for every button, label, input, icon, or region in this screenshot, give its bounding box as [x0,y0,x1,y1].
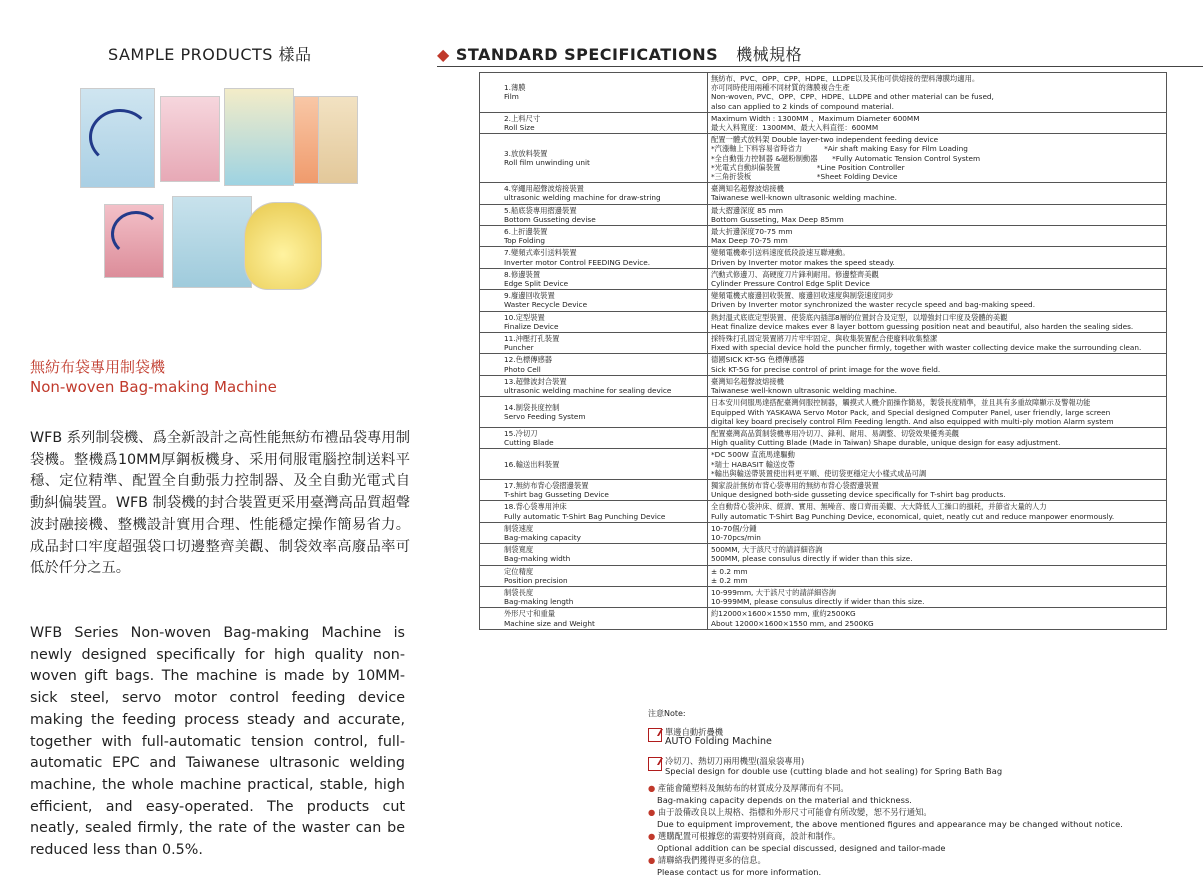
spec-row [480,586,1167,607]
spec-label-cn: 10.定型裝置 [504,312,545,322]
spec-value [708,479,1167,500]
spec-label-cn: 18.背心袋專用沖床 [504,502,567,512]
spec-value [708,268,1167,289]
spec-label [480,427,708,448]
spec-label [480,333,708,354]
spec-value [708,333,1167,354]
note-2-cn: 由于設備改良以上規格、指標和外形尺寸可能會有所改變，恕不另行通知。 [657,807,932,817]
spec-label-cn: 3.放放料裝置 [504,149,548,159]
product-name-en: Non-woven Bag-making Machine [30,378,277,396]
spec-value [708,247,1167,268]
spec-value-line: High quality Cutting Blade (Made in Taiwan) Shape durable, unique design for easy adjustment. [711,438,1061,448]
spec-label-en: Bag-making length [504,597,574,607]
bullet-dot-icon: ● [648,855,656,865]
sample-bag-floral [318,96,358,184]
sample-bag-tshirt [172,196,252,288]
option-folding-en: AUTO Folding Machine [665,736,772,747]
spec-value-line: 最大折邊深度70-75 mm [711,227,793,237]
spec-value [708,375,1167,396]
spec-label-cn: 8.修邊裝置 [504,269,541,279]
spec-value [708,608,1167,629]
spec-label-cn: 13.超聲波封合裝置 [504,376,567,386]
spec-label-cn: 制袋寬度 [504,545,534,555]
spec-value-line: Driven by Inverter motor synchronized the waster recycle speed and bag-making speed. [711,300,1036,310]
spec-value-line: Fixed with special device hold the puncher firmly, together with waster collecting device make the surrounding clean. [711,343,1142,353]
spec-label [480,183,708,204]
spec-label-en: Bag-making capacity [504,532,581,542]
spec-value-line: Maximum Width : 1300MM 、Maximum Diameter 600MM [711,113,920,123]
spec-value-line: Non-woven, PVC、OPP、CPP、HDPE、LLDPE and other material can be fused, [711,92,994,102]
spec-label-en: Position precision [504,575,568,585]
spec-label-en: Puncher [504,343,534,353]
spec-value-line: 熱封溫式底底定型裝置、使袋底內插部8層的位置封合及定型，以增強封口牢度及袋體的美觀 [711,312,1008,322]
spec-value-line: *瑞士 HABASIT 輸送皮帶 [711,459,795,469]
bullet-dot-icon: ● [648,831,656,841]
spec-value [708,73,1167,113]
spec-row [480,134,1167,183]
spec-title: STANDARD SPECIFICATIONS [455,45,719,64]
spec-value [708,290,1167,311]
spec-label [480,608,708,629]
sample-bag-drawstring [244,202,322,290]
spec-value-line: Driven by Inverter motor makes the speed steady. [711,257,895,267]
spec-row [480,183,1167,204]
spec-value [708,354,1167,375]
spec-value-line: 汽動式修邊刀、高硬度刀片鋒利耐用。修邊整齊美觀 [711,269,879,279]
spec-value-line: Cylinder Pressure Control Edge Split Device [711,279,870,289]
spec-label-en: Finalize Device [504,321,559,331]
spec-value [708,427,1167,448]
spec-value-line: 10-999mm, 大于該尺寸的請詳細咨詢 [711,587,836,597]
spec-label [480,544,708,565]
spec-value-line: *輸出與輸送帶裝置使出料更平順、使切袋更穩定大小樣式成品可調 [711,468,927,478]
checkbox-icon [648,728,662,742]
spec-label-en: Edge Split Device [504,279,569,289]
spec-value-line: 亦可同時使用兩種不同材質的薄膜複合生產 [711,83,850,93]
spec-value-line: *DC 500W 直流馬達驅動 [711,450,795,460]
note-bullet-4 [648,854,821,878]
spec-label-cn: 6.上折邊裝置 [504,227,548,237]
spec-row [480,427,1167,448]
spec-row [480,247,1167,268]
spec-label [480,268,708,289]
spec-label-en: Cutting Blade [504,438,554,448]
spec-label [480,290,708,311]
spec-value-line: 500MM, 大于該尺寸的請詳細咨詢 [711,545,823,555]
spec-label-cn: 16.輸送出料裝置 [504,459,560,469]
spec-label-cn: 11.沖壓打孔裝置 [504,334,560,344]
note-3-en: Optional addition can be special discussed, designed and tailor-made [657,843,946,853]
spec-row [480,479,1167,500]
spec-table [479,72,1167,630]
notes-title: 注意Note: [648,709,686,718]
bullet-dot-icon: ● [648,807,656,817]
spec-value-line: *汽漲軸上下料容易省時省力 *Air shaft making Easy for Film Loading [711,144,968,154]
spec-label-cn: 12.色標傳感器 [504,355,553,365]
spec-value-line: Heat finalize device makes ever 8 layer bottom guessing position neat and beautiful, also harden the sealing sides. [711,321,1134,331]
spec-label [480,375,708,396]
spec-row [480,449,1167,480]
spec-label [480,586,708,607]
spec-label [480,479,708,500]
spec-label [480,112,708,133]
spec-row [480,565,1167,586]
spec-label-cn: 17.無紡布背心袋摺邊裝置 [504,480,589,490]
spec-row [480,375,1167,396]
spec-label-en: Bag-making width [504,554,571,564]
spec-value-line: *全自動張力控制器 &磁粉制動器 *Fully Automatic Tension Control System [711,153,981,163]
description-cn: WFB 系列制袋機、爲全新設計之高性能無紡布禮品袋專用制袋機。整機爲10MM厚鋼板機身、采用伺服電腦控制送料平穩、定位精準、配置全自動張力控制器、及全自動光電式自動糾偏裝置。WFB 制袋機的封合裝置更采用臺灣高品質超聲波封融接機、整機設計實用合理、性能穩定操作簡易省力。成品封口牢度超强袋口切邊整齊美觀、制袋效率高廢品率可低於仟分之五。 [30,430,410,577]
spec-label [480,501,708,522]
spec-value-line: 最大入料寬度：1300MM、最大入料直徑：600MM [711,123,879,133]
option-double-use-cn: 冷切刀、熱切刀兩用機型(溫泉袋專用) [665,756,805,766]
spec-value [708,112,1167,133]
spec-label-cn: 7.變頻式牽引送料裝置 [504,248,577,258]
spec-row [480,354,1167,375]
spec-value [708,134,1167,183]
spec-value [708,226,1167,247]
note-bullet-1 [648,782,912,806]
spec-value-line: 無紡布、PVC、OPP、CPP、HDPE、LLDPE以及其他可供熔接的塑料薄膜均適用。 [711,74,980,83]
spec-label [480,311,708,332]
spec-row [480,522,1167,543]
spec-value [708,522,1167,543]
option-folding [665,727,772,747]
spec-row [480,501,1167,522]
sample-bag-pink [160,96,220,182]
spec-label-en: Fully automatic T-Shirt Bag Punching Device [504,511,666,521]
spec-value-line: also can applied to 2 kinds of compound material. [711,101,894,111]
spec-label-en: ultrasonic welding machine for sealing device [504,386,672,396]
spec-label [480,73,708,113]
spec-label-cn: 9.廢邊回收裝置 [504,291,555,301]
option-folding-cn: 單邊自動折疊機 [665,727,724,737]
spec-label [480,226,708,247]
spec-value-line: 配置一體式放料架 Double layer-two independent feeding device [711,135,939,145]
spec-label-cn: 2.上料尺寸 [504,113,541,123]
spec-row [480,544,1167,565]
spec-label [480,449,708,480]
note-1-cn: 產能會隨塑料及無紡布的材質成分及厚薄而有不同。 [657,783,849,793]
spec-row [480,397,1167,428]
spec-value-line: 獨家設計無紡布背心袋專用的無紡布背心袋摺邊裝置 [711,480,879,490]
spec-value-line: ± 0.2 mm [711,575,748,585]
spec-header [437,42,802,65]
spec-value-line: 臺灣知名超聲波熔接機 [711,184,784,194]
spec-label-en: Photo Cell [504,364,541,374]
spec-value-line: 採特殊打孔固定裝置將刀片牢牢固定、與收集裝置配合使廢料收集整潔 [711,334,938,344]
sample-bag-red-floral [104,204,164,278]
description-en: WFB Series Non-woven Bag-making Machine is newly designed specifically for high quality non-woven gift bags. The machine is made by 10MM-sick steel, servo motor control feeding device making the feeding process steady and accurate, together with full-automatic tension control, full-automatic EPC and Taiwanese ultrasonic welding machine, the whole machine practical, stable, high efficient, and easy-operated. The products cut neatly, sealed firmly, the rate of the waster can be reduced less than 0.5%. [30,625,405,859]
spec-label-en: Servo Feeding System [504,412,586,422]
spec-value-line: 約12000×1600×1550 mm, 重約2500KG [711,609,856,619]
spec-label [480,397,708,428]
spec-row [480,73,1167,113]
spec-value-line: 德國SICK KT-5G 色標傳感器 [711,355,805,365]
spec-value [708,204,1167,225]
spec-value-line: digital key board precisely control Film Feeding length. And also equipped with multi-ply motion Alarm system [711,416,1114,426]
spec-value [708,397,1167,428]
note-4-en: Please contact us for more information. [657,867,822,877]
sample-products-title: SAMPLE PRODUCTS 樣品 [108,45,312,64]
spec-label [480,354,708,375]
spec-value-line: 10-999MM, please consulus directly if wider than this size. [711,597,925,607]
spec-value [708,501,1167,522]
spec-value-line: 全自動背心袋沖床、經濟、實用、無噪音、廢口齊而美觀、大大降低人工操口的損耗，并節省大量的人力 [711,502,1047,512]
note-4-cn: 請聯絡我們獲得更多的信息。 [657,855,766,865]
spec-row [480,608,1167,629]
spec-label-cn: 5.船底袋專用摺邊裝置 [504,205,577,215]
spec-value [708,183,1167,204]
note-2-en: Due to equipment improvement, the above mentioned figures and appearance may be changed without notice. [657,819,1123,829]
spec-label-cn: 15.冷切刀 [504,428,538,438]
spec-value-line: Bottom Gusseting, Max Deep 85mm [711,214,844,224]
spec-value [708,449,1167,480]
spec-label-en: Bottom Gusseting devise [504,214,596,224]
note-1-en: Bag-making capacity depends on the material and thickness. [657,795,912,805]
spec-value-line: 變頻電機牽引送料速度低段設速互聯連動。 [711,248,850,258]
spec-title-cn: 機械規格 [736,45,803,64]
spec-value-line: 最大摺邊深度 85 mm [711,205,783,215]
spec-label [480,247,708,268]
spec-label-cn: 制袋速度 [504,523,534,533]
spec-label-cn: 定位精度 [504,566,534,576]
spec-label-en: ultrasonic welding machine for draw-string [504,193,661,203]
note-3-cn: 選購配置可根據您的需要特別商商，設計和制作。 [657,831,841,841]
bullet-dot-icon: ● [648,783,656,793]
spec-value-line: Equipped With YASKAWA Servo Motor Pack, and Special designed Computer Panel, user friendly, large screen [711,407,1111,417]
spec-value-line: 配置臺灣高品質制袋機專用冷切刀、鋒利、耐用、易調整、切袋效果優秀美觀 [711,428,960,438]
spec-value-line: Taiwanese well-known ultrasonic welding machine. [711,193,897,203]
spec-value [708,544,1167,565]
spec-value-line: Max Deep 70-75 mm [711,236,788,246]
spec-label-cn: 制袋長度 [504,587,534,597]
spec-value-line: *光電式自動糾偏裝置 *Line Position Controller [711,162,905,172]
spec-label-cn: 外形尺寸和重量 [504,609,556,619]
spec-value-line: 日本安川伺服馬達搭配臺灣伺服控制器，觸摸式人機介面操作簡易，製袋長度精準，並且具有多重故障顯示及警報功能 [711,398,1091,408]
spec-value-line: 變頻電機式廢邊回收裝置、廢邊回收速度與制袋速度同步 [711,291,894,301]
spec-value [708,311,1167,332]
spec-label [480,204,708,225]
spec-label [480,565,708,586]
spec-label [480,522,708,543]
spec-row [480,290,1167,311]
spec-label [480,134,708,183]
option-double-use [665,756,1002,776]
spec-row [480,311,1167,332]
spec-row [480,226,1167,247]
product-name-cn: 無紡布袋專用制袋機 [30,358,166,376]
spec-label-en: T-shirt bag Gusseting Device [504,490,609,500]
checkbox-icon [648,757,662,771]
sample-bag-blue [80,88,155,188]
spec-value-line: *三角折袋板 *Sheet Folding Device [711,172,898,182]
spec-label-en: Roll Size [504,123,535,133]
spec-value [708,586,1167,607]
spec-value-line: Sick KT-5G for precise control of print image for the wove field. [711,364,941,374]
spec-value [708,565,1167,586]
spec-row [480,112,1167,133]
spec-label-cn: 1.薄膜 [504,83,526,93]
spec-label-cn: 14.制袋長度控制 [504,402,560,412]
header-divider [437,66,1203,67]
spec-value-line: About 12000×1600×1550 mm, and 2500KG [711,618,874,628]
spec-value-line: Fully automatic T-Shirt Bag Punching Device, economical, quiet, neatly cut and reduce manpower enormously. [711,511,1115,521]
spec-row [480,268,1167,289]
spec-value-line: Taiwanese well-known ultrasonic welding machine. [711,386,897,396]
spec-label-en: Waster Recycle Device [504,300,588,310]
option-double-use-en: Special design for double use (cutting blade and hot sealing) for Spring Bath Bag [665,766,1003,776]
sample-bag-plaid [224,88,294,186]
spec-row [480,333,1167,354]
spec-value-line: 10-70pcs/min [711,532,761,542]
spec-label-en: Top Folding [504,236,545,246]
spec-label-en: Inverter motor Control FEEDING Device. [504,257,651,267]
spec-value-line: 臺灣知名超聲波熔接機 [711,376,784,386]
spec-label-en: Film [504,92,519,102]
spec-label-cn: 4.穿繩用超聲波熔接裝置 [504,184,584,194]
spec-row [480,204,1167,225]
spec-label-en: Roll film unwinding unit [504,158,590,168]
diamond-icon: ◆ [437,45,450,64]
note-bullet-3 [648,830,946,854]
spec-value-line: Unique designed both-side gusseting device specifically for T-shirt bag products. [711,490,1006,500]
spec-label-en: Machine size and Weight [504,618,595,628]
note-bullet-2 [648,806,1123,830]
spec-value-line: 10-70個/分鍾 [711,523,757,533]
spec-value-line: 500MM, please consulus directly if wider than this size. [711,554,913,564]
spec-value-line: ± 0.2 mm [711,566,748,576]
